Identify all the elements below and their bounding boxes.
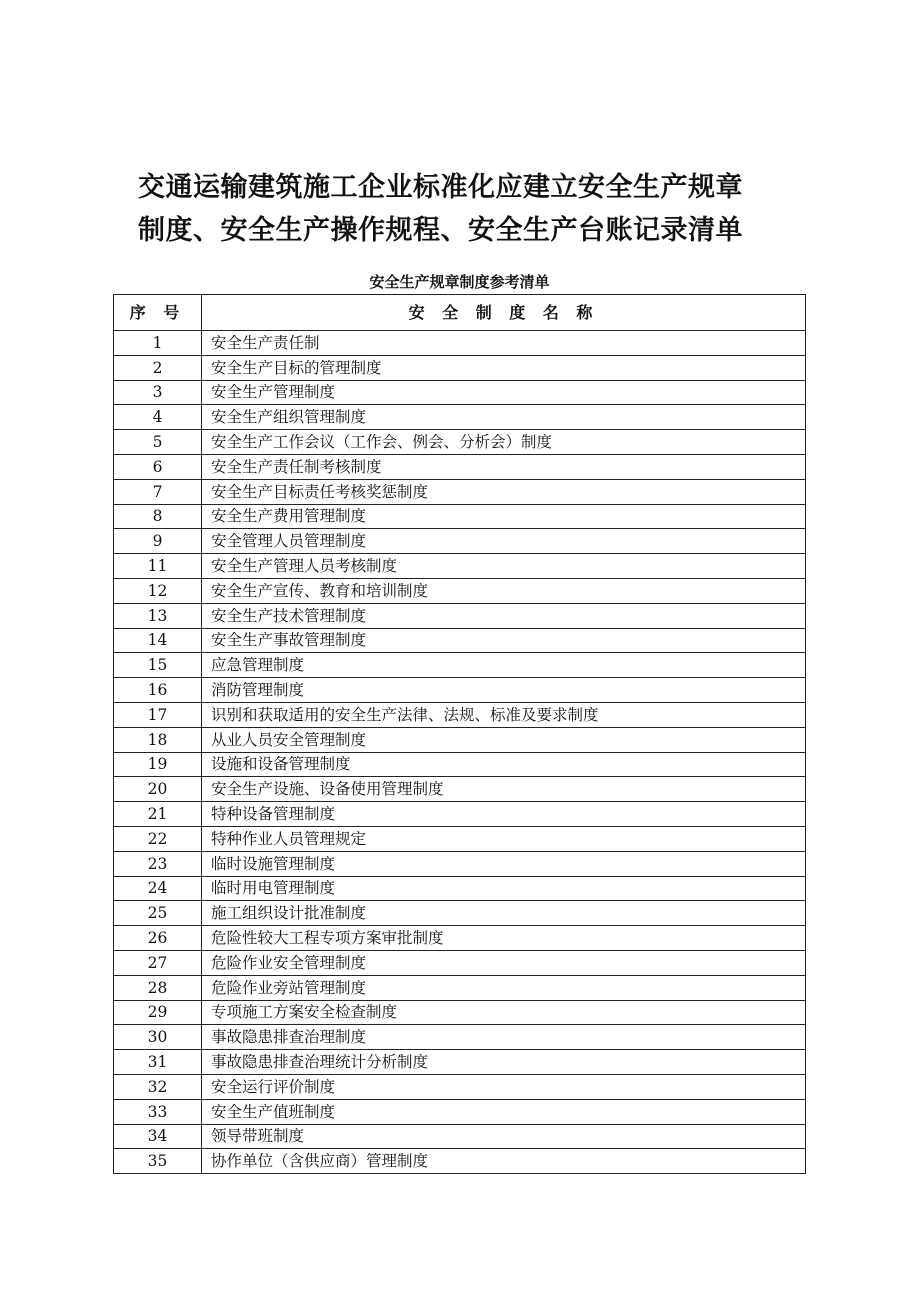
- row-number: 7: [114, 479, 202, 504]
- regulation-name: 危险作业安全管理制度: [202, 950, 806, 975]
- regulation-name: 安全生产组织管理制度: [202, 405, 806, 430]
- row-number: 28: [114, 975, 202, 1000]
- row-number: 3: [114, 380, 202, 405]
- regulation-name: 从业人员安全管理制度: [202, 727, 806, 752]
- table-row: [114, 380, 806, 405]
- row-number: 24: [114, 876, 202, 901]
- document-title-line-2: 制度、安全生产操作规程、安全生产台账记录清单: [138, 215, 743, 246]
- regulation-name: 特种作业人员管理规定: [202, 826, 806, 851]
- table-row: [114, 1050, 806, 1075]
- regulation-name: 安全生产责任制: [202, 331, 806, 356]
- table-row: [114, 578, 806, 603]
- table-row: [114, 1074, 806, 1099]
- table-row: [114, 355, 806, 380]
- table-row: [114, 479, 806, 504]
- row-number: 22: [114, 826, 202, 851]
- row-number: 14: [114, 628, 202, 653]
- row-number: 15: [114, 653, 202, 678]
- table-row: [114, 950, 806, 975]
- document-title-line-1: 交通运输建筑施工企业标准化应建立安全生产规章: [138, 172, 743, 203]
- regulation-name: 临时设施管理制度: [202, 851, 806, 876]
- regulation-name: 危险作业旁站管理制度: [202, 975, 806, 1000]
- row-number: 1: [114, 331, 202, 356]
- table-row: [114, 529, 806, 554]
- regulation-name: 安全运行评价制度: [202, 1074, 806, 1099]
- table-row: [114, 876, 806, 901]
- regulation-name: 特种设备管理制度: [202, 802, 806, 827]
- regulation-name: 安全生产目标责任考核奖惩制度: [202, 479, 806, 504]
- table-row: [114, 1000, 806, 1025]
- row-number: 11: [114, 554, 202, 579]
- regulation-name: 事故隐患排查治理统计分析制度: [202, 1050, 806, 1075]
- row-number: 23: [114, 851, 202, 876]
- regulation-name: 识别和获取适用的安全生产法律、法规、标准及要求制度: [202, 702, 806, 727]
- regulation-name: 事故隐患排查治理制度: [202, 1025, 806, 1050]
- regulation-name: 安全生产设施、设备使用管理制度: [202, 777, 806, 802]
- table-row: [114, 777, 806, 802]
- header-number: 序 号: [114, 295, 202, 331]
- row-number: 4: [114, 405, 202, 430]
- table-row: [114, 802, 806, 827]
- row-number: 31: [114, 1050, 202, 1075]
- regulation-name: 安全生产事故管理制度: [202, 628, 806, 653]
- table-row: [114, 1149, 806, 1174]
- table-row: [114, 628, 806, 653]
- regulation-name: 领导带班制度: [202, 1124, 806, 1149]
- row-number: 32: [114, 1074, 202, 1099]
- regulations-table: [113, 294, 806, 1174]
- table-body: [114, 331, 806, 1174]
- table-row: [114, 901, 806, 926]
- row-number: 6: [114, 454, 202, 479]
- regulation-name: 安全生产目标的管理制度: [202, 355, 806, 380]
- table-row: [114, 331, 806, 356]
- header-regulation-name: 安 全 制 度 名 称: [202, 295, 806, 331]
- row-number: 5: [114, 430, 202, 455]
- row-number: 16: [114, 678, 202, 703]
- table-row: [114, 554, 806, 579]
- table-row: [114, 926, 806, 951]
- regulation-name: 临时用电管理制度: [202, 876, 806, 901]
- row-number: 9: [114, 529, 202, 554]
- row-number: 8: [114, 504, 202, 529]
- table-row: [114, 653, 806, 678]
- document-title: [138, 166, 838, 252]
- regulation-name: 消防管理制度: [202, 678, 806, 703]
- row-number: 21: [114, 802, 202, 827]
- row-number: 12: [114, 578, 202, 603]
- table-row: [114, 1124, 806, 1149]
- row-number: 20: [114, 777, 202, 802]
- table-row: [114, 727, 806, 752]
- table-row: [114, 678, 806, 703]
- row-number: 13: [114, 603, 202, 628]
- row-number: 25: [114, 901, 202, 926]
- regulation-name: 安全生产工作会议（工作会、例会、分析会）制度: [202, 430, 806, 455]
- regulation-name: 安全管理人员管理制度: [202, 529, 806, 554]
- regulation-name: 安全生产管理制度: [202, 380, 806, 405]
- row-number: 2: [114, 355, 202, 380]
- table-row: [114, 405, 806, 430]
- table-row: [114, 826, 806, 851]
- table-row: [114, 504, 806, 529]
- row-number: 35: [114, 1149, 202, 1174]
- row-number: 26: [114, 926, 202, 951]
- regulation-name: 安全生产技术管理制度: [202, 603, 806, 628]
- table-row: [114, 1099, 806, 1124]
- regulation-name: 应急管理制度: [202, 653, 806, 678]
- table-header: [114, 295, 806, 331]
- regulation-name: 施工组织设计批准制度: [202, 901, 806, 926]
- table-row: [114, 752, 806, 777]
- table-row: [114, 702, 806, 727]
- regulation-name: 安全生产宣传、教育和培训制度: [202, 578, 806, 603]
- table-row: [114, 975, 806, 1000]
- regulation-name: 安全生产管理人员考核制度: [202, 554, 806, 579]
- row-number: 30: [114, 1025, 202, 1050]
- row-number: 33: [114, 1099, 202, 1124]
- table-row: [114, 454, 806, 479]
- regulation-name: 安全生产责任制考核制度: [202, 454, 806, 479]
- table-row: [114, 430, 806, 455]
- table-row: [114, 1025, 806, 1050]
- regulation-name: 设施和设备管理制度: [202, 752, 806, 777]
- row-number: 19: [114, 752, 202, 777]
- table-row: [114, 851, 806, 876]
- row-number: 27: [114, 950, 202, 975]
- regulation-name: 危险性较大工程专项方案审批制度: [202, 926, 806, 951]
- regulation-name: 安全生产费用管理制度: [202, 504, 806, 529]
- regulation-name: 协作单位（含供应商）管理制度: [202, 1149, 806, 1174]
- table-header-row: [114, 295, 806, 331]
- row-number: 29: [114, 1000, 202, 1025]
- regulation-name: 专项施工方案安全检查制度: [202, 1000, 806, 1025]
- table-caption: 安全生产规章制度参考清单: [369, 273, 550, 291]
- row-number: 17: [114, 702, 202, 727]
- row-number: 18: [114, 727, 202, 752]
- table-row: [114, 603, 806, 628]
- regulation-name: 安全生产值班制度: [202, 1099, 806, 1124]
- row-number: 34: [114, 1124, 202, 1149]
